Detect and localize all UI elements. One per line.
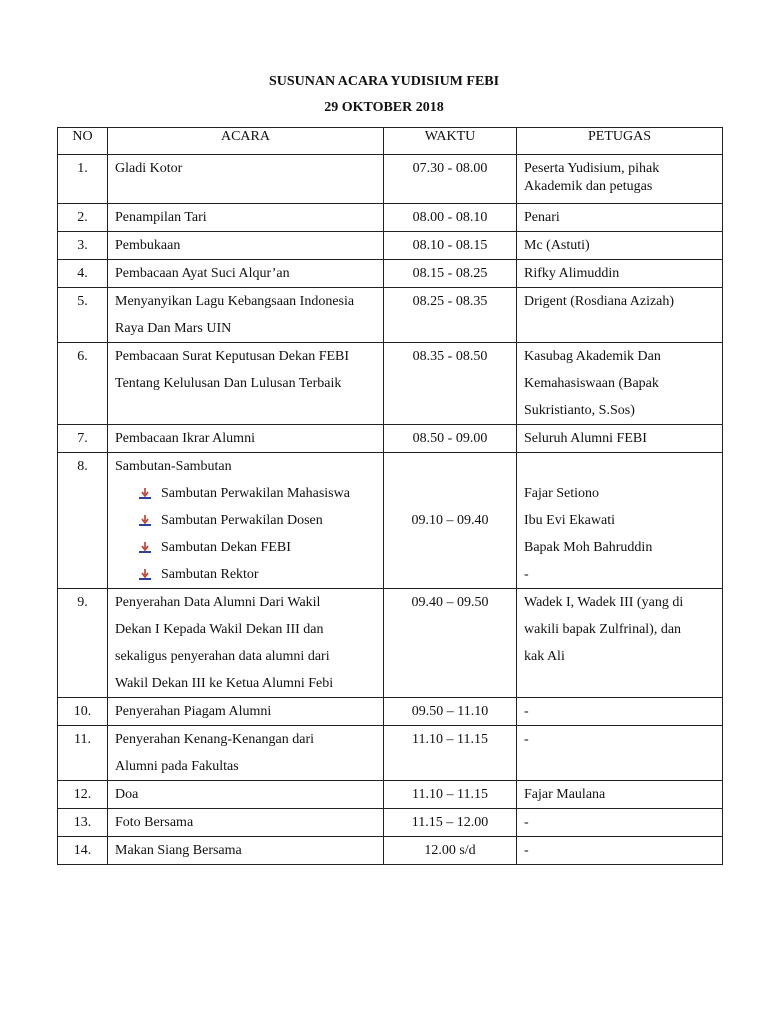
- cell-acara: [108, 288, 384, 343]
- time-range: 09.50 – 11.10: [411, 704, 489, 719]
- cell-acara: [108, 698, 384, 726]
- cell-no: [58, 260, 108, 288]
- petugas-text: Kemahasiswaan (Bapak: [524, 376, 659, 391]
- petugas-text: Wadek I, Wadek III (yang di: [524, 595, 684, 610]
- table-row: [58, 589, 723, 698]
- sub-item-label: Sambutan Perwakilan Dosen: [161, 513, 323, 528]
- table-row: [58, 343, 723, 425]
- row-number: 7.: [77, 431, 88, 446]
- acara-text: Dekan I Kepada Wakil Dekan III dan: [115, 622, 324, 637]
- document-title: SUSUNAN ACARA YUDISIUM FEBI: [268, 74, 500, 89]
- cell-acara: [108, 425, 384, 453]
- row-number: 10.: [73, 704, 92, 719]
- acara-text: Raya Dan Mars UIN: [115, 321, 232, 336]
- cell-waktu: [384, 260, 517, 288]
- cell-no: [58, 698, 108, 726]
- time-range: 11.10 – 11.15: [412, 732, 488, 747]
- table-row: [58, 781, 723, 809]
- time-range: 12.00 s/d: [424, 843, 476, 858]
- cell-no: [58, 204, 108, 232]
- row-number: 5.: [77, 294, 88, 309]
- petugas-text: Penari: [524, 210, 560, 225]
- cell-petugas: [517, 204, 723, 232]
- cell-waktu: [384, 781, 517, 809]
- acara-text: Doa: [115, 787, 139, 802]
- petugas-text: Fajar Setiono: [524, 486, 600, 501]
- row-number: 2.: [77, 210, 88, 225]
- cell-waktu: [384, 726, 517, 781]
- cell-acara: [108, 232, 384, 260]
- time-range: 08.25 - 08.35: [412, 294, 488, 309]
- petugas-text: Fajar Maulana: [524, 787, 606, 802]
- row-number: 1.: [77, 161, 88, 176]
- cell-petugas: [517, 698, 723, 726]
- petugas-text: -: [524, 843, 529, 858]
- header-petugas: PETUGAS: [517, 128, 723, 155]
- table-row: [58, 260, 723, 288]
- cell-no: [58, 726, 108, 781]
- arrow-bullet-icon: [139, 515, 151, 527]
- cell-acara: [108, 837, 384, 865]
- petugas-text: Sukristianto, S.Sos): [524, 403, 635, 418]
- time-range: 08.10 - 08.15: [412, 238, 488, 253]
- cell-petugas: [517, 589, 723, 698]
- time-range: 09.10 – 09.40: [411, 513, 489, 528]
- petugas-text: -: [524, 567, 529, 582]
- acara-text: Pembacaan Surat Keputusan Dekan FEBI: [115, 349, 350, 364]
- cell-no: [58, 453, 108, 589]
- cell-petugas: [517, 343, 723, 425]
- cell-waktu: [384, 343, 517, 425]
- cell-petugas: [517, 726, 723, 781]
- cell-petugas: [517, 232, 723, 260]
- cell-waktu: [384, 698, 517, 726]
- agenda-body: [58, 155, 723, 865]
- cell-no: [58, 232, 108, 260]
- cell-acara: [108, 343, 384, 425]
- table-row: [58, 425, 723, 453]
- cell-waktu: [384, 155, 517, 204]
- document-date: 29 OKTOBER 2018: [324, 100, 444, 115]
- row-number: 14.: [73, 843, 92, 858]
- acara-text: Penampilan Tari: [115, 210, 207, 225]
- petugas-text: Peserta Yudisium, pihak: [524, 161, 660, 176]
- cell-waktu: [384, 425, 517, 453]
- petugas-text: Kasubag Akademik Dan: [524, 349, 661, 364]
- cell-no: [58, 781, 108, 809]
- sub-item-label: Sambutan Rektor: [161, 567, 259, 582]
- cell-acara: [108, 260, 384, 288]
- acara-text: Pembacaan Ikrar Alumni: [115, 431, 255, 446]
- table-row: [58, 698, 723, 726]
- cell-acara: [108, 809, 384, 837]
- sub-item-list: [115, 480, 383, 588]
- acara-text: Makan Siang Bersama: [115, 843, 242, 858]
- acara-text: Penyerahan Piagam Alumni: [115, 704, 272, 719]
- cell-petugas: [517, 837, 723, 865]
- time-range: 11.10 – 11.15: [412, 787, 488, 802]
- arrow-bullet-icon: [139, 488, 151, 500]
- cell-no: [58, 343, 108, 425]
- cell-petugas: [517, 288, 723, 343]
- time-range: 08.35 - 08.50: [412, 349, 488, 364]
- cell-no: [58, 155, 108, 204]
- cell-waktu: [384, 204, 517, 232]
- cell-waktu: [384, 453, 517, 589]
- table-header-row: [58, 128, 723, 155]
- petugas-text: kak Ali: [524, 649, 565, 664]
- time-range: 11.15 – 12.00: [411, 815, 489, 830]
- sub-item-label: Sambutan Dekan FEBI: [161, 540, 291, 555]
- cell-no: [58, 809, 108, 837]
- acara-text: Gladi Kotor: [115, 161, 183, 176]
- row-number: 9.: [77, 595, 88, 610]
- agenda-table: [57, 127, 723, 865]
- cell-no: [58, 837, 108, 865]
- cell-acara: [108, 726, 384, 781]
- acara-text: Foto Bersama: [115, 815, 194, 830]
- petugas-text: wakili bapak Zulfrinal), dan: [524, 622, 682, 637]
- petugas-text: Bapak Moh Bahruddin: [524, 540, 653, 555]
- cell-petugas: [517, 260, 723, 288]
- cell-waktu: [384, 288, 517, 343]
- table-row: [58, 288, 723, 343]
- arrow-bullet-icon: [139, 542, 151, 554]
- cell-no: [58, 589, 108, 698]
- table-row: [58, 204, 723, 232]
- acara-text: Pembacaan Ayat Suci Alqur’an: [115, 266, 290, 281]
- row-number: 13.: [73, 815, 92, 830]
- header-waktu: WAKTU: [384, 128, 517, 155]
- arrow-bullet-icon: [139, 569, 151, 581]
- header-no: NO: [58, 128, 108, 155]
- petugas-text: Akademik dan petugas: [524, 179, 653, 194]
- cell-petugas: [517, 781, 723, 809]
- row-number: 8.: [77, 459, 88, 474]
- acara-text: Tentang Kelulusan Dan Lulusan Terbaik: [115, 376, 342, 391]
- cell-acara: [108, 781, 384, 809]
- cell-no: [58, 425, 108, 453]
- acara-text: Penyerahan Kenang-Kenangan dari: [115, 732, 315, 747]
- acara-text: Alumni pada Fakultas: [115, 759, 239, 774]
- sub-item-label: Sambutan Perwakilan Mahasiswa: [161, 486, 350, 501]
- acara-text: Sambutan-Sambutan: [115, 459, 232, 474]
- acara-text: sekaligus penyerahan data alumni dari: [115, 649, 330, 664]
- cell-waktu: [384, 837, 517, 865]
- table-row: [58, 453, 723, 589]
- cell-acara: [108, 589, 384, 698]
- petugas-text: Drigent (Rosdiana Azizah): [524, 294, 675, 309]
- time-range: 08.00 - 08.10: [412, 210, 488, 225]
- table-row: [58, 232, 723, 260]
- sub-item: [115, 480, 383, 507]
- time-range: 07.30 - 08.00: [412, 161, 488, 176]
- petugas-text: -: [524, 815, 529, 830]
- table-row: [58, 837, 723, 865]
- petugas-text: -: [524, 704, 529, 719]
- cell-waktu: [384, 589, 517, 698]
- cell-petugas: [517, 425, 723, 453]
- cell-acara: [108, 155, 384, 204]
- row-number: 6.: [77, 349, 88, 364]
- acara-text: Pembukaan: [115, 238, 181, 253]
- petugas-text: Seluruh Alumni FEBI: [524, 431, 647, 446]
- row-number: 11.: [74, 732, 91, 747]
- time-range: 08.50 - 09.00: [412, 431, 488, 446]
- time-range: 08.15 - 08.25: [412, 266, 488, 281]
- time-range: 09.40 – 09.50: [411, 595, 489, 610]
- cell-acara: [108, 453, 384, 589]
- cell-petugas: [517, 155, 723, 204]
- cell-petugas: [517, 453, 723, 589]
- cell-waktu: [384, 232, 517, 260]
- petugas-text: -: [524, 732, 529, 747]
- acara-text: Menyanyikan Lagu Kebangsaan Indonesia: [115, 294, 355, 309]
- cell-petugas: [517, 809, 723, 837]
- acara-text: Wakil Dekan III ke Ketua Alumni Febi: [115, 676, 334, 691]
- cell-no: [58, 288, 108, 343]
- table-row: [58, 726, 723, 781]
- petugas-text: Rifky Alimuddin: [524, 266, 620, 281]
- table-row: [58, 155, 723, 204]
- row-number: 12.: [73, 787, 92, 802]
- petugas-text: Mc (Astuti): [524, 238, 590, 253]
- acara-text: Penyerahan Data Alumni Dari Wakil: [115, 595, 321, 610]
- sub-item: [115, 561, 383, 588]
- row-number: 4.: [77, 266, 88, 281]
- row-number: 3.: [77, 238, 88, 253]
- cell-waktu: [384, 809, 517, 837]
- table-row: [58, 809, 723, 837]
- header-acara: ACARA: [108, 128, 384, 155]
- petugas-text: Ibu Evi Ekawati: [524, 513, 615, 528]
- cell-acara: [108, 204, 384, 232]
- sub-item: [115, 534, 383, 561]
- sub-item: [115, 507, 383, 534]
